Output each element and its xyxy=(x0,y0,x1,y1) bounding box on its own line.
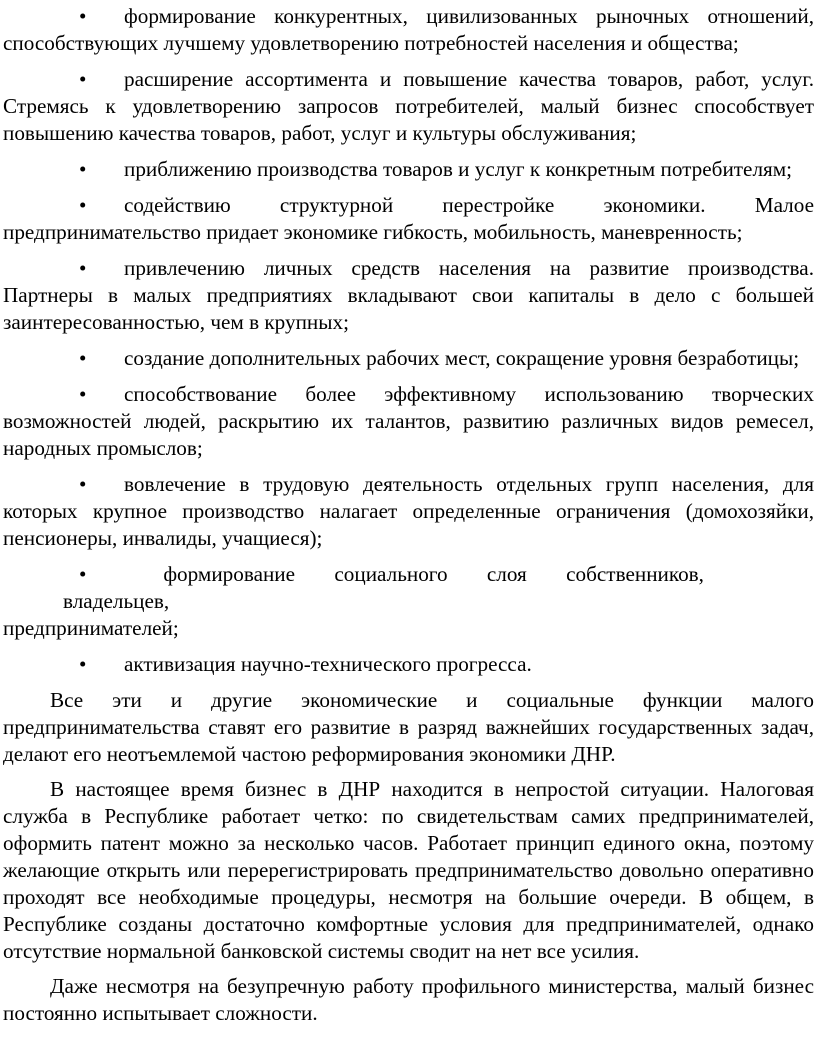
bullet-item xyxy=(3,381,814,462)
bullet-item xyxy=(3,561,814,642)
bullet-text: формирование конкурентных, цивилизованных рыночных отношений, способствующих лучшему удовлетворению потребностей населения и общества; xyxy=(3,4,814,55)
bullet-item xyxy=(3,3,814,57)
bullet-second-line: владельцев, xyxy=(63,589,170,613)
body-paragraph: Даже несмотря на безупречную работу профильного министерства, малый бизнес постоянно испытывает сложности. xyxy=(3,974,814,1025)
bullet-word: социального xyxy=(334,562,448,586)
bullet-text: вовлечение в трудовую деятельность отдельных групп населения, для которых крупное производство налагает определенные ограничения (домохозяйки, пенсионеры, инвалиды, учащиеся); xyxy=(3,472,814,550)
bullet-word: собственников, xyxy=(566,562,704,586)
bullet-item xyxy=(3,192,814,246)
bullet-marker: • xyxy=(79,157,87,181)
bullet-text: способствование более эффективному использованию творческих возможностей людей, раскрытию их талантов, развитию различных видов ремесел, народных промыслов; xyxy=(3,382,814,460)
bullet-marker: • xyxy=(79,382,87,406)
bullet-marker: • xyxy=(79,562,87,586)
body-paragraph: Все эти и другие экономические и социальные функции малого предпринимательства ставят его развитие в разряд важнейших государственных задач, делают его неотъемлемой частою реформирования экономики ДНР. xyxy=(3,688,814,766)
bullet-text: создание дополнительных рабочих мест, сокращение уровня безработицы; xyxy=(124,346,800,370)
bullet-text: приближению производства товаров и услуг к конкретным потребителям; xyxy=(124,157,793,181)
bullet-text: расширение ассортимента и повышение качества товаров, работ, услуг. Стремясь к удовлетворению запросов потребителей, малый бизнес способствует повышению качества товаров, работ, услуг и культуры обслуживания; xyxy=(3,67,814,145)
bullet-marker: • xyxy=(79,67,87,91)
bullet-first-line xyxy=(3,561,814,588)
bullet-text: активизация научно-технического прогресса. xyxy=(124,652,532,676)
bullet-item xyxy=(3,156,814,183)
bullet-item xyxy=(3,66,814,147)
bullet-marker: • xyxy=(79,4,87,28)
bullet-text: содействию структурной перестройке экономики. Малое предпринимательство придает экономике гибкость, мобильность, маневренность; xyxy=(3,193,814,244)
bullet-word: слоя xyxy=(486,562,527,586)
bullet-item xyxy=(3,345,814,372)
bullet-item xyxy=(3,651,814,678)
bullet-item xyxy=(3,255,814,336)
bullet-marker: • xyxy=(79,346,87,370)
bullet-marker: • xyxy=(79,256,87,280)
bullet-text: привлечению личных средств населения на развитие производства. Партнеры в малых предприятиях вкладывают свои капиталы в дело с большей заинтересованностью, чем в крупных; xyxy=(3,256,814,334)
bullet-third-line: предпринимателей; xyxy=(3,616,179,640)
body-paragraph: В настоящее время бизнес в ДНР находится в непростой ситуации. Налоговая служба в Республике работает четко: по свидетельствам самих предпринимателей, оформить патент можно за несколько часов. Работает принцип единого окна, поэтому желающие открыть или перерегистрировать предпринимательство довольно оперативно проходят все необходимые процедуры, несмотря на большие очереди. В общем, в Республике созданы достаточно комфортные условия для предпринимателей, однако отсутствие нормальной банковской системы сводит на нет все усилия. xyxy=(3,777,814,963)
bullet-marker: • xyxy=(79,652,87,676)
bullet-word: формирование xyxy=(163,562,296,586)
bullet-marker: • xyxy=(79,472,87,496)
bullet-item xyxy=(3,471,814,552)
bullet-marker: • xyxy=(79,193,87,217)
